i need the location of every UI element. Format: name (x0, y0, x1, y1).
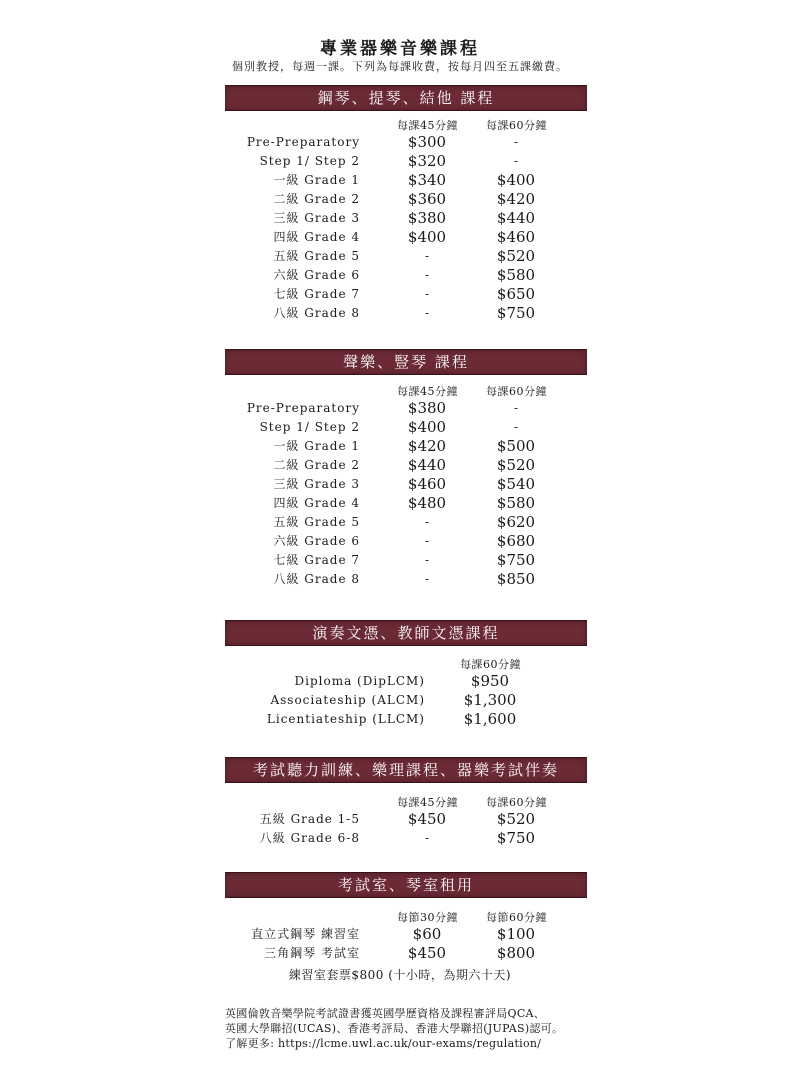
price-row (225, 152, 587, 171)
diploma-label: Licentiateship (LLCM) (266, 712, 425, 726)
grade-label: 八級 Grade 6-8 (259, 831, 360, 845)
price-row (225, 456, 587, 475)
column-header-60: 每課60分鐘 (486, 385, 547, 398)
diploma-row (225, 710, 587, 729)
grade-label: 三級 Grade 3 (273, 477, 360, 491)
grade-label: Step 1/ Step 2 (259, 420, 360, 434)
price-row (225, 190, 587, 209)
price-row (225, 209, 587, 228)
section-piano-violin-guitar (225, 85, 587, 335)
section-vocal-harp (225, 349, 587, 599)
page-subtitle: 個別教授，每週一課。下列為每課收費，按每月四至五課繳費。 (232, 60, 568, 73)
price-45: $380 (407, 399, 447, 417)
price-45: - (424, 515, 430, 529)
price-row (225, 494, 587, 513)
grade-label: 五級 Grade 5 (273, 515, 360, 529)
footer-line: 英國倫敦音樂學院考試證書獲英國學歷資格及課程審評局QCA、 (225, 1007, 546, 1020)
column-header-45: 每課45分鐘 (397, 796, 458, 809)
price-row (225, 133, 587, 152)
room-label: 三角鋼琴 考試室 (264, 946, 360, 960)
price-60: $400 (496, 171, 536, 189)
section-heading: 考試室、琴室租用 (225, 872, 587, 898)
price-60: $750 (496, 304, 536, 322)
price-45: $360 (407, 190, 447, 208)
price-row (225, 418, 587, 437)
price-row (225, 399, 587, 418)
grade-label: 五級 Grade 5 (273, 249, 360, 263)
price-row (225, 513, 587, 532)
price-row (225, 570, 587, 589)
price-row (225, 228, 587, 247)
price-60: $850 (496, 570, 536, 588)
price-45: $380 (407, 209, 447, 227)
price-30: $450 (407, 944, 447, 962)
section-heading: 考試聽力訓練、樂理課程、器樂考試伴奏 (225, 757, 587, 783)
price-60: - (513, 154, 519, 168)
diploma-row (225, 672, 587, 691)
price-45: $340 (407, 171, 447, 189)
diploma-row (225, 691, 587, 710)
price-60: - (513, 135, 519, 149)
price-60: - (513, 401, 519, 415)
price-45: - (424, 831, 430, 845)
section-heading: 演奏文憑、教師文憑課程 (225, 620, 587, 646)
price-45: - (424, 249, 430, 263)
price-60: $580 (496, 494, 536, 512)
price-60: $750 (496, 551, 536, 569)
grade-label: Pre-Preparatory (246, 401, 360, 415)
column-header-60: 每課60分鐘 (486, 796, 547, 809)
diploma-price: $1,300 (463, 691, 517, 709)
grade-label: 六級 Grade 6 (273, 534, 360, 548)
rental-row (225, 925, 587, 944)
price-45: $480 (407, 494, 447, 512)
price-row (225, 247, 587, 266)
price-60: $520 (496, 247, 536, 265)
grade-label: Pre-Preparatory (246, 135, 360, 149)
column-header-30: 每節30分鐘 (397, 911, 458, 924)
price-60: $100 (496, 925, 536, 943)
price-row (225, 171, 587, 190)
price-45: $420 (407, 437, 447, 455)
price-60: $620 (496, 513, 536, 531)
price-60: $440 (496, 209, 536, 227)
footer-line: 英國大學聯招(UCAS)、香港考評局、香港大學聯招(JUPAS)認可。 (225, 1022, 564, 1035)
diploma-label: Diploma (DipLCM) (294, 674, 425, 688)
diploma-price: $1,600 (463, 710, 517, 728)
price-30: $60 (412, 925, 442, 943)
grade-label: 八級 Grade 8 (273, 306, 360, 320)
grade-label: 一級 Grade 1 (273, 439, 360, 453)
price-60: $680 (496, 532, 536, 550)
diploma-label: Associateship (ALCM) (270, 693, 425, 707)
rental-package-note: 練習室套票$800 (十小時，為期六十天) (288, 968, 512, 982)
price-row (225, 551, 587, 570)
price-row (225, 532, 587, 551)
section-aural-theory (225, 757, 587, 852)
price-45: - (424, 287, 430, 301)
price-45: - (424, 572, 430, 586)
price-45: $450 (407, 810, 447, 828)
section-heading: 聲樂、豎琴 課程 (225, 349, 587, 375)
grade-label: 一級 Grade 1 (273, 173, 360, 187)
price-45: - (424, 268, 430, 282)
grade-label: 八級 Grade 8 (273, 572, 360, 586)
column-header-60: 每課60分鐘 (460, 658, 521, 671)
grade-label: 五級 Grade 1-5 (259, 812, 360, 826)
grade-label: 七級 Grade 7 (273, 553, 360, 567)
footer (225, 1006, 595, 1051)
price-60: $540 (496, 475, 536, 493)
grade-label: 二級 Grade 2 (273, 458, 360, 472)
price-60: $650 (496, 285, 536, 303)
column-header-60: 每課60分鐘 (486, 119, 547, 132)
section-room-rental (225, 872, 587, 964)
column-header-45: 每課45分鐘 (397, 119, 458, 132)
price-45: $440 (407, 456, 447, 474)
price-row (225, 266, 587, 285)
grade-label: 七級 Grade 7 (273, 287, 360, 301)
price-45: - (424, 553, 430, 567)
price-60: $500 (496, 437, 536, 455)
price-row (225, 304, 587, 323)
diploma-price: $950 (470, 672, 510, 690)
column-header-45: 每課45分鐘 (397, 385, 458, 398)
price-60: $520 (496, 810, 536, 828)
room-label: 直立式鋼琴 練習室 (251, 927, 360, 941)
price-60: $520 (496, 456, 536, 474)
grade-label: 三級 Grade 3 (273, 211, 360, 225)
price-60: $460 (496, 228, 536, 246)
price-45: - (424, 306, 430, 320)
price-60: $420 (496, 190, 536, 208)
price-45: $400 (407, 418, 447, 436)
grade-label: 二級 Grade 2 (273, 192, 360, 206)
page-title: 專業器樂音樂課程 (320, 39, 480, 59)
rental-row (225, 944, 587, 963)
price-45: $320 (407, 152, 447, 170)
price-60: $800 (496, 944, 536, 962)
price-row (225, 285, 587, 304)
price-45: $300 (407, 133, 447, 151)
price-45: - (424, 534, 430, 548)
price-45: $460 (407, 475, 447, 493)
price-row (225, 437, 587, 456)
grade-label: 四級 Grade 4 (273, 230, 360, 244)
column-header-60: 每節60分鐘 (486, 911, 547, 924)
price-60: - (513, 420, 519, 434)
price-60: $580 (496, 266, 536, 284)
price-row (225, 829, 587, 848)
grade-label: 六級 Grade 6 (273, 268, 360, 282)
price-60: $750 (496, 829, 536, 847)
price-row (225, 475, 587, 494)
price-row (225, 810, 587, 829)
price-45: $400 (407, 228, 447, 246)
section-heading: 鋼琴、提琴、結他 課程 (225, 85, 587, 111)
grade-label: 四級 Grade 4 (273, 496, 360, 510)
grade-label: Step 1/ Step 2 (259, 154, 360, 168)
footer-link-line[interactable]: 了解更多: https://lcme.uwl.ac.uk/our-exams/regulation/ (225, 1037, 542, 1050)
section-diplomas (225, 620, 587, 735)
